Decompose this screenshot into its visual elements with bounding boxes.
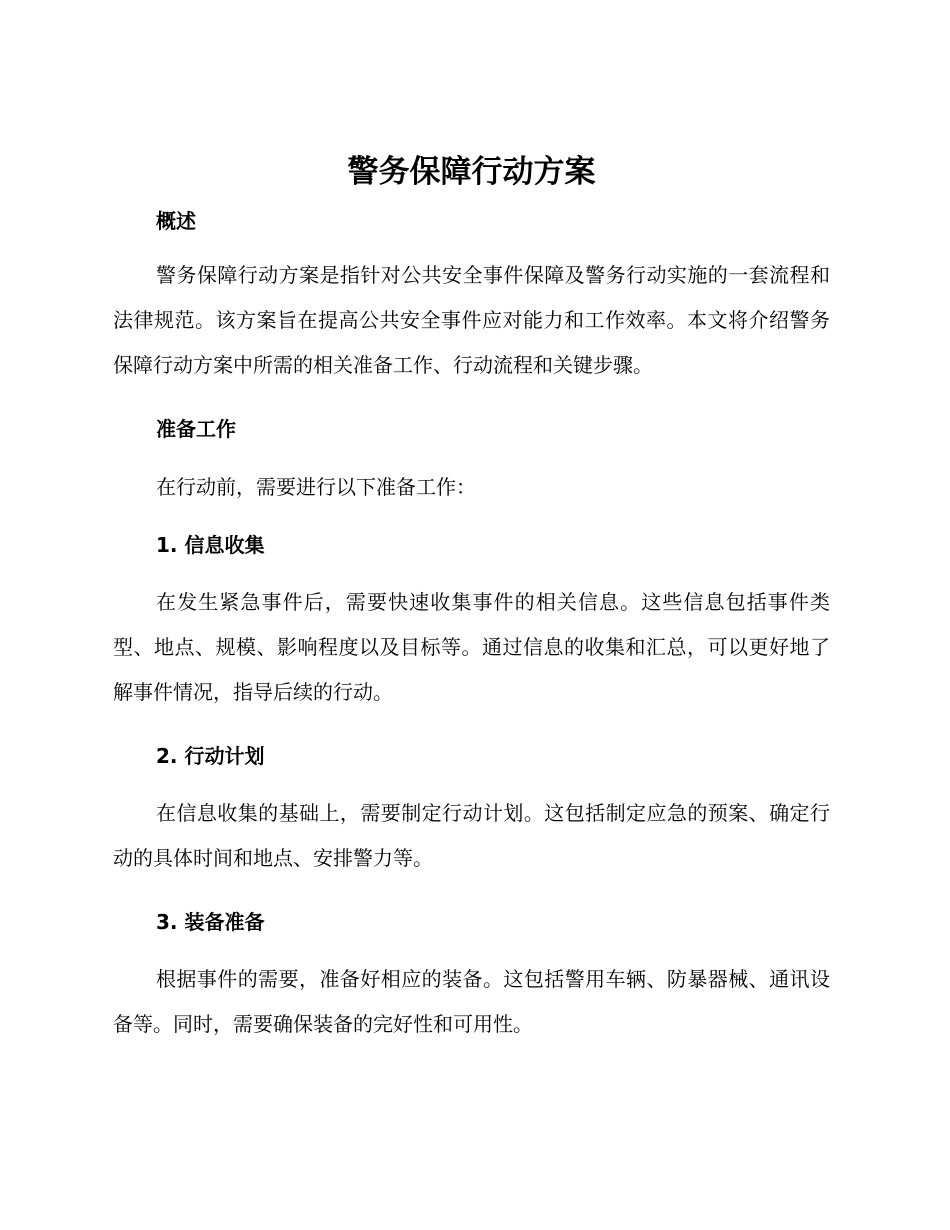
item-paragraph-info-collection: 在发生紧急事件后，需要快速收集事件的相关信息。这些信息包括事件类型、地点、规模、影响程度以及目标等。通过信息的收集和汇总，可以更好地了解事件情况，指导后续的行动。 [113,590,830,704]
document-title: 警务保障行动方案 [347,154,596,190]
preparation-heading: 准备工作 [156,417,236,441]
item-heading-info-collection: 1. 信息收集 [156,533,265,557]
item-paragraph-equipment: 根据事件的需要，准备好相应的装备。这包括警用车辆、防暴器械、通讯设备等。同时，需要确保装备的完好性和可用性。 [113,967,830,1036]
item-heading-equipment: 3. 装备准备 [156,910,265,934]
preparation-intro: 在行动前，需要进行以下准备工作： [156,475,476,499]
overview-paragraph: 警务保障行动方案是指针对公共安全事件保障及警务行动实施的一套流程和法律规范。该方案旨在提高公共安全事件应对能力和工作效率。本文将介绍警务保障行动方案中所需的相关准备工作、行动流程和关键步骤。 [113,263,830,377]
overview-heading: 概述 [156,209,196,233]
document-page [113,150,830,1047]
item-heading-action-plan: 2. 行动计划 [156,744,265,768]
item-paragraph-action-plan: 在信息收集的基础上，需要制定行动计划。这包括制定应急的预案、确定行动的具体时间和地点、安排警力等。 [113,801,830,870]
